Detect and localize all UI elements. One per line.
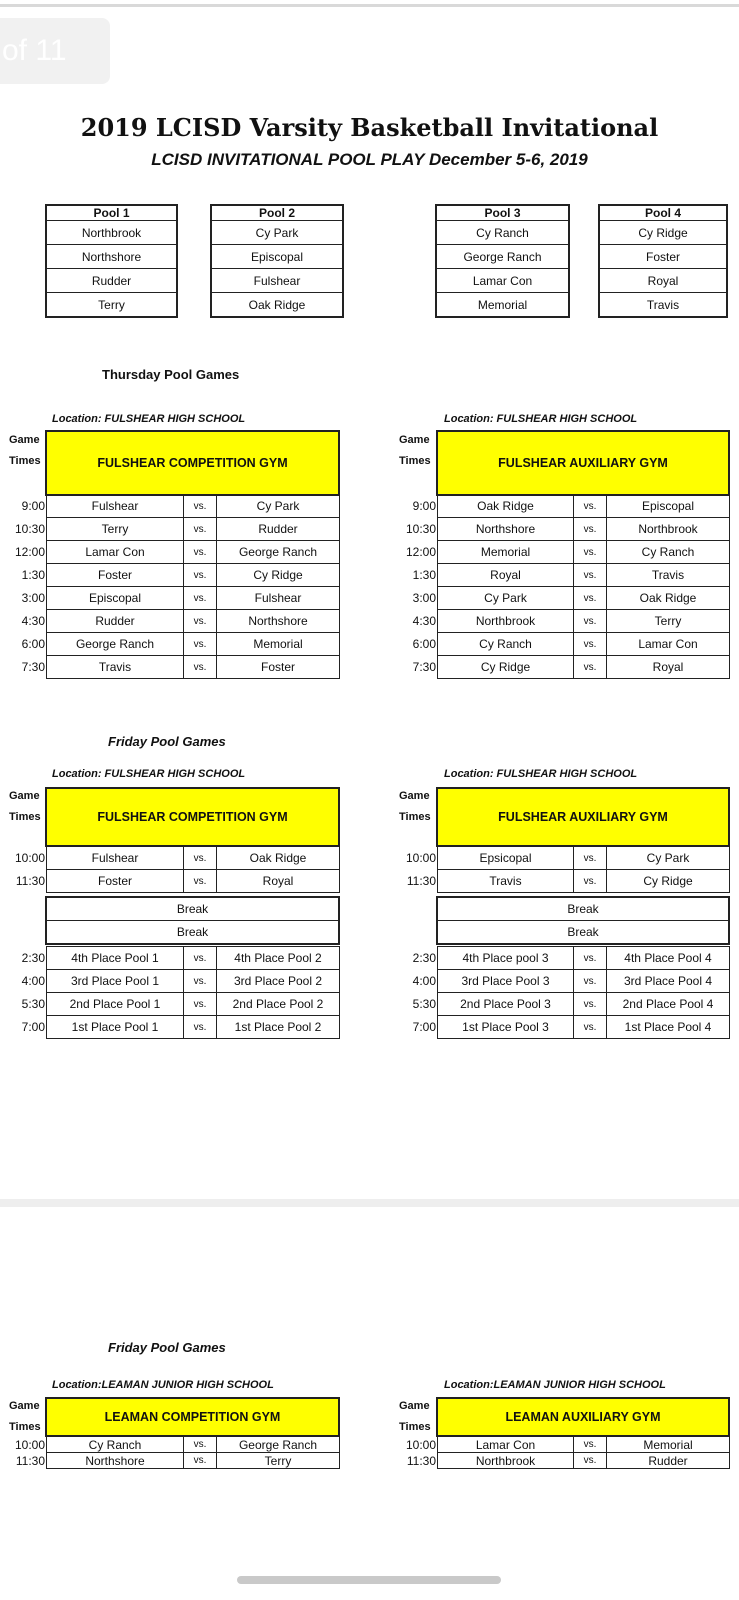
game-time: 10:00 [7,1437,47,1453]
vs-label: vs. [184,993,217,1016]
away-team: 1st Place Pool 4 [607,1016,730,1039]
game-times-header [399,786,431,828]
game-time: 4:30 [398,610,438,633]
game-time: 11:30 [398,1453,438,1469]
times-label: Times [9,1421,41,1433]
friday-left-location: Location: FULSHEAR HIGH SCHOOL [52,768,246,780]
away-team: Cy Ridge [607,870,730,893]
page-title: 2019 LCISD Varsity Basketball Invitational [80,113,659,142]
home-team: Memorial [438,541,574,564]
home-team: Epsicopal [438,847,574,870]
game-row [7,564,340,587]
game-time: 3:00 [398,587,438,610]
home-team: 4th Place pool 3 [438,947,574,970]
game-time: 3:00 [7,587,47,610]
game-times-header [9,786,41,828]
game-row [7,970,340,993]
game-row [398,1016,730,1039]
home-team: Lamar Con [47,541,184,564]
game-time: 11:30 [398,870,438,893]
game-row [398,993,730,1016]
away-team: Cy Park [607,847,730,870]
times-label: Times [9,811,41,823]
pool-team: Travis [599,293,727,318]
pool-team: Northbrook [46,221,177,245]
pool-team: Lamar Con [436,269,569,293]
game-time: 12:00 [398,541,438,564]
home-team: Oak Ridge [438,495,574,518]
game-label: Game [399,790,430,802]
game-time: 6:00 [398,633,438,656]
home-team: Travis [47,656,184,679]
pool-3-table [435,204,570,318]
schedule-rows [398,846,730,893]
home-team: 2nd Place Pool 3 [438,993,574,1016]
vs-label: vs. [184,610,217,633]
vs-label: vs. [574,1453,607,1469]
vs-label: vs. [184,541,217,564]
pool-header: Pool 1 [46,205,177,221]
game-time: 12:00 [7,541,47,564]
game-row [398,970,730,993]
gym-header: LEAMAN COMPETITION GYM [46,1398,339,1436]
away-team: 2nd Place Pool 4 [607,993,730,1016]
home-team: Northshore [438,518,574,541]
pool-team: Episcopal [211,245,343,269]
game-row [7,1453,340,1469]
away-team: 3rd Place Pool 2 [217,970,340,993]
vs-label: vs. [574,1016,607,1039]
game-time: 10:30 [398,518,438,541]
break-label: Break [437,921,729,945]
away-team: Oak Ridge [607,587,730,610]
home-team: Lamar Con [438,1437,574,1453]
away-team: Lamar Con [607,633,730,656]
gym-header: LEAMAN AUXILIARY GYM [437,1398,729,1436]
game-row [398,518,730,541]
top-divider [0,4,739,7]
times-label: Times [399,811,431,823]
thursday-competition-gym-table [45,430,340,496]
pool-team: Fulshear [211,269,343,293]
times-label: Times [399,1421,431,1433]
game-row [7,993,340,1016]
vs-label: vs. [574,870,607,893]
game-time: 4:00 [7,970,47,993]
game-time: 4:30 [7,610,47,633]
game-time: 5:30 [7,993,47,1016]
pool-team: Rudder [46,269,177,293]
schedule-rows [7,946,340,1039]
vs-label: vs. [184,495,217,518]
home-team: George Ranch [47,633,184,656]
game-row [398,633,730,656]
schedule-rows [398,494,730,679]
game-row [7,847,340,870]
home-team: Rudder [47,610,184,633]
friday-label: Friday Pool Games [108,734,226,749]
vs-label: vs. [184,947,217,970]
game-time: 10:00 [7,847,47,870]
break-rows [45,896,340,945]
game-times-header [399,1396,431,1438]
away-team: Episcopal [607,495,730,518]
pool-team: Royal [599,269,727,293]
game-row [398,587,730,610]
away-team: Terry [217,1453,340,1469]
home-team: 3rd Place Pool 1 [47,970,184,993]
game-row [398,1437,730,1453]
game-time: 6:00 [7,633,47,656]
home-team: Episcopal [47,587,184,610]
pool-team: Memorial [436,293,569,318]
away-team: Cy Ridge [217,564,340,587]
game-time: 10:30 [7,518,47,541]
vs-label: vs. [574,564,607,587]
home-team: Foster [47,564,184,587]
schedule-rows [398,946,730,1039]
home-team: Northbrook [438,1453,574,1469]
game-row [7,541,340,564]
pool-team: Terry [46,293,177,318]
home-team: 1st Place Pool 3 [438,1016,574,1039]
game-row [398,541,730,564]
times-label: Times [9,455,41,467]
away-team: 3rd Place Pool 4 [607,970,730,993]
game-time: 10:00 [398,847,438,870]
game-time: 2:30 [398,947,438,970]
home-team: Fulshear [47,495,184,518]
home-team: Terry [47,518,184,541]
pool-team: Cy Ranch [436,221,569,245]
away-team: Travis [607,564,730,587]
page-divider [0,1199,739,1207]
vs-label: vs. [184,1453,217,1469]
away-team: Cy Ranch [607,541,730,564]
home-team: 4th Place Pool 1 [47,947,184,970]
game-time: 11:30 [7,1453,47,1469]
pool-2-table [210,204,344,318]
away-team: Memorial [217,633,340,656]
away-team: 4th Place Pool 2 [217,947,340,970]
game-row [7,633,340,656]
pool-header: Pool 3 [436,205,569,221]
pool-team: Northshore [46,245,177,269]
pool-team: Foster [599,245,727,269]
game-row [398,564,730,587]
game-time: 1:30 [7,564,47,587]
leaman-competition-gym-header [45,1397,340,1437]
vs-label: vs. [574,610,607,633]
leaman-right-location: Location:LEAMAN JUNIOR HIGH SCHOOL [444,1379,666,1391]
away-team: Royal [217,870,340,893]
home-team: Northshore [47,1453,184,1469]
game-time: 7:00 [7,1016,47,1039]
game-label: Game [9,434,40,446]
thursday-auxiliary-gym-table [436,430,730,496]
vs-label: vs. [184,587,217,610]
break-label: Break [437,897,729,921]
break-label: Break [46,921,339,945]
away-team: Oak Ridge [217,847,340,870]
game-row [398,1453,730,1469]
pool-header: Pool 4 [599,205,727,221]
game-time: 7:00 [398,1016,438,1039]
home-team: 2nd Place Pool 1 [47,993,184,1016]
leaman-left-location: Location:LEAMAN JUNIOR HIGH SCHOOL [52,1379,274,1391]
game-label: Game [9,1400,40,1412]
home-team: Cy Ranch [47,1437,184,1453]
home-team: Travis [438,870,574,893]
friday-auxiliary-gym-header [436,787,730,847]
game-times-header [399,430,431,472]
away-team: Memorial [607,1437,730,1453]
away-team: 4th Place Pool 4 [607,947,730,970]
pool-1-table [45,204,178,318]
game-time: 5:30 [398,993,438,1016]
away-team: Rudder [607,1453,730,1469]
game-label: Game [399,1400,430,1412]
scrollbar-handle[interactable] [237,1576,501,1584]
page-subtitle: LCISD INVITATIONAL POOL PLAY December 5-6, 2019 [151,150,588,169]
pool-team: Cy Ridge [599,221,727,245]
vs-label: vs. [184,518,217,541]
home-team: 1st Place Pool 1 [47,1016,184,1039]
vs-label: vs. [184,870,217,893]
home-team: Cy Ridge [438,656,574,679]
away-team: Fulshear [217,587,340,610]
game-row [7,656,340,679]
game-row [398,870,730,893]
game-label: Game [399,434,430,446]
gym-header: FULSHEAR AUXILIARY GYM [437,788,729,846]
pool-4-table [598,204,728,318]
pool-header: Pool 2 [211,205,343,221]
game-row [7,1437,340,1453]
friday-right-location: Location: FULSHEAR HIGH SCHOOL [444,768,638,780]
leaman-auxiliary-gym-header [436,1397,730,1437]
game-row [398,495,730,518]
page-indicator: of 11 [0,18,110,84]
game-row [7,495,340,518]
away-team: Royal [607,656,730,679]
away-team: 2nd Place Pool 2 [217,993,340,1016]
schedule-rows [7,494,340,679]
game-time: 2:30 [7,947,47,970]
game-time: 9:00 [398,495,438,518]
schedule-rows [7,846,340,893]
vs-label: vs. [574,633,607,656]
game-row [398,947,730,970]
vs-label: vs. [184,656,217,679]
pool-team: Cy Park [211,221,343,245]
gym-header: FULSHEAR COMPETITION GYM [46,431,339,495]
game-times-header [9,1396,41,1438]
vs-label: vs. [184,847,217,870]
home-team: Fulshear [47,847,184,870]
vs-label: vs. [574,656,607,679]
gym-header: FULSHEAR COMPETITION GYM [46,788,339,846]
game-time: 7:30 [7,656,47,679]
game-times-header [9,430,41,472]
away-team: Rudder [217,518,340,541]
game-time: 11:30 [7,870,47,893]
friday-competition-gym-header [45,787,340,847]
away-team: Northshore [217,610,340,633]
schedule-rows [7,1436,340,1469]
home-team: Cy Ranch [438,633,574,656]
vs-label: vs. [574,541,607,564]
vs-label: vs. [574,1437,607,1453]
game-row [7,1016,340,1039]
vs-label: vs. [184,970,217,993]
vs-label: vs. [574,587,607,610]
vs-label: vs. [184,1016,217,1039]
vs-label: vs. [574,495,607,518]
home-team: Royal [438,564,574,587]
home-team: Cy Park [438,587,574,610]
game-time: 9:00 [7,495,47,518]
thursday-left-location: Location: FULSHEAR HIGH SCHOOL [52,413,246,425]
game-row [7,518,340,541]
schedule-rows [398,1436,730,1469]
vs-label: vs. [574,847,607,870]
break-rows [436,896,730,945]
vs-label: vs. [184,564,217,587]
game-time: 1:30 [398,564,438,587]
thursday-right-location: Location: FULSHEAR HIGH SCHOOL [444,413,638,425]
away-team: Foster [217,656,340,679]
game-row [7,587,340,610]
away-team: Cy Park [217,495,340,518]
times-label: Times [399,455,431,467]
home-team: 3rd Place Pool 3 [438,970,574,993]
away-team: George Ranch [217,1437,340,1453]
break-label: Break [46,897,339,921]
away-team: George Ranch [217,541,340,564]
away-team: 1st Place Pool 2 [217,1016,340,1039]
game-row [7,947,340,970]
vs-label: vs. [574,993,607,1016]
away-team: Terry [607,610,730,633]
friday-leaman-label: Friday Pool Games [108,1340,226,1355]
game-row [7,610,340,633]
vs-label: vs. [574,970,607,993]
home-team: Northbrook [438,610,574,633]
pool-team: George Ranch [436,245,569,269]
game-row [398,610,730,633]
game-row [7,870,340,893]
game-row [398,847,730,870]
game-time: 10:00 [398,1437,438,1453]
thursday-label: Thursday Pool Games [102,367,240,382]
pool-team: Oak Ridge [211,293,343,318]
vs-label: vs. [574,518,607,541]
away-team: Northbrook [607,518,730,541]
gym-header: FULSHEAR AUXILIARY GYM [437,431,729,495]
home-team: Foster [47,870,184,893]
game-time: 7:30 [398,656,438,679]
vs-label: vs. [574,947,607,970]
game-label: Game [9,790,40,802]
vs-label: vs. [184,633,217,656]
game-row [398,656,730,679]
vs-label: vs. [184,1437,217,1453]
game-time: 4:00 [398,970,438,993]
